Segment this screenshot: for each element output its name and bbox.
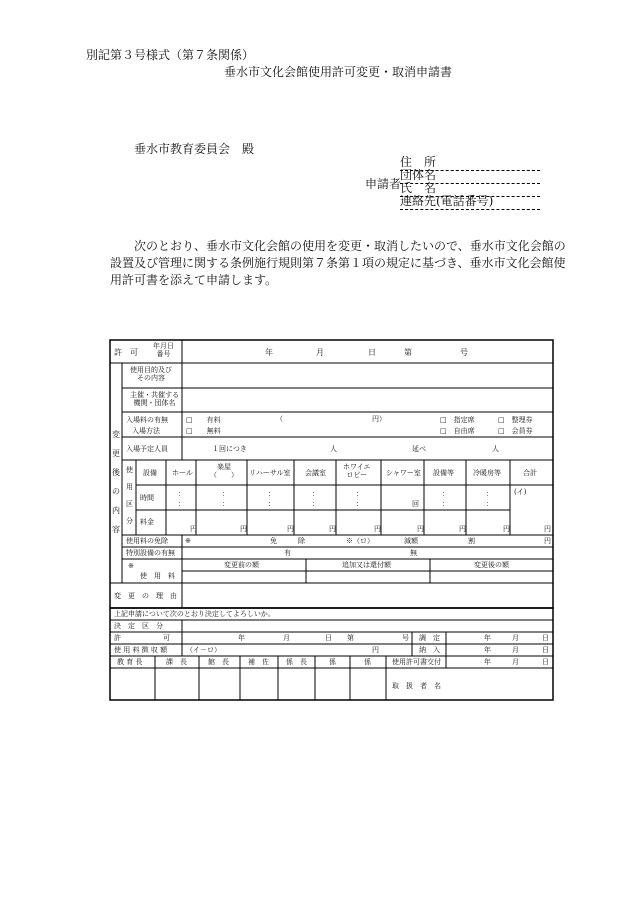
- yen-6: 円: [417, 525, 424, 533]
- col-aircon: 冷暖房等: [473, 469, 501, 477]
- time-label: 時間: [140, 494, 154, 502]
- applicant-label: 申請者: [365, 177, 402, 191]
- form-number: 別記第３号様式（第７条関係）: [86, 48, 255, 62]
- yen-3: 円: [287, 525, 294, 533]
- delivery-month: 月: [512, 658, 519, 666]
- time-colons-7: ： ：: [486, 490, 493, 508]
- special-present: 有: [284, 549, 291, 557]
- facilities-label: 設備: [143, 469, 157, 477]
- reduction-label: 使用料の免除: [126, 537, 168, 545]
- group-label: 団体名: [400, 168, 437, 182]
- purpose-label: 使用目的及び その内容: [130, 366, 172, 383]
- per-time: １回につき: [212, 445, 247, 453]
- time-colons-2: ： ：: [222, 490, 229, 508]
- name-label: 氏 名: [400, 181, 437, 195]
- expected-label: 入場予定人員: [126, 445, 168, 453]
- use-category-vertical: 使 用 区 分: [126, 466, 133, 525]
- permit-gou: 号: [460, 348, 468, 357]
- staff-member-1: 係: [329, 658, 336, 666]
- yen-1: 円: [190, 525, 197, 533]
- handler-label: 取 扱 者 名: [392, 682, 441, 690]
- adjust-day: 日: [542, 634, 549, 642]
- fee-yen-close: 円）: [372, 415, 386, 423]
- admission-labels: 入場料の有無 入場方法: [126, 416, 168, 435]
- time-colons-1: ： ：: [178, 490, 185, 508]
- payment-label: 納 入: [419, 646, 440, 654]
- yen-8: 円: [503, 525, 510, 533]
- fee-receipt: 使 用 料 徴 収 額: [114, 646, 168, 654]
- permit-row-month: 月: [283, 634, 290, 642]
- intro-paragraph: 次のとおり、垂水市文化会館の使用を変更・取消したいので、垂水市文化会館の設置及び管理に関する条例施行規則第７条第１項の規定に基づき、垂水市文化会館使用許可書を添えて申請します。: [110, 239, 566, 287]
- i-mark: (イ): [514, 488, 527, 496]
- seat-options[interactable]: □ 指定席 □ 自由席: [440, 416, 475, 435]
- permit-year: 年: [265, 348, 273, 357]
- yen-9: 円: [544, 525, 551, 533]
- payment-day: 日: [542, 646, 549, 654]
- permit-row-gou: 号: [402, 634, 409, 642]
- staff-superintendent: 教 育 長: [117, 658, 143, 666]
- yen-5: 円: [374, 525, 381, 533]
- staff-section-chief: 課 長: [166, 658, 187, 666]
- staff-director: 館 長: [208, 658, 229, 666]
- adjust-year: 年: [484, 634, 491, 642]
- fee-label: 料金: [140, 518, 154, 526]
- contact-label: 連絡先(電話番号): [400, 194, 494, 208]
- change-content-vertical: 変 更 後 の 内 容: [112, 430, 120, 534]
- yen-4: 円: [329, 525, 336, 533]
- permit-row-label: 許 可: [114, 634, 170, 642]
- fee-yen: 円: [372, 646, 379, 654]
- people-1: 人: [330, 445, 337, 453]
- col-shower: シャワー室: [386, 469, 421, 477]
- permit-row-day: 日: [325, 634, 332, 642]
- staff-member-2: 係: [364, 658, 371, 666]
- form-title: 垂水市文化会館使用許可変更・取消申請書: [224, 65, 453, 79]
- after-amount: 変更後の額: [474, 561, 509, 569]
- time-colons-4: ： ：: [312, 490, 319, 508]
- permit-row-year: 年: [238, 634, 245, 642]
- staff-subsection: 係 長: [286, 658, 307, 666]
- fee-section: ※ 使 用 料: [128, 562, 175, 580]
- approval-note: 上記申請について次のとおり決定してよろしいか。: [114, 610, 275, 618]
- staff-assistant: 補 佐: [248, 658, 269, 666]
- time-colons-3: ： ：: [268, 490, 275, 508]
- permit-dai: 第: [404, 348, 412, 357]
- total-label: 延べ: [412, 445, 426, 453]
- ticket-options[interactable]: □ 整理券 □ 会員券: [498, 416, 533, 435]
- exemption-label: 免 除: [270, 537, 305, 545]
- delivery-day: 日: [542, 658, 549, 666]
- col-equipment: 設備等: [433, 469, 454, 477]
- decision-label: 決 定 区 分: [114, 622, 163, 630]
- col-rehearsal: リハーサル室: [249, 469, 291, 477]
- adjust-label: 調 定: [419, 634, 440, 642]
- permit-label: 許 可: [114, 348, 138, 357]
- before-amount: 変更前の額: [224, 561, 259, 569]
- special-absent: 無: [410, 549, 417, 557]
- col-total: 合計: [523, 469, 537, 477]
- delivery-year: 年: [484, 658, 491, 666]
- addressee: 垂水市教育委員会 殿: [134, 142, 255, 156]
- reduction-ro: ※（ロ）: [346, 537, 374, 545]
- yen-reduction: 円: [544, 537, 551, 545]
- percent-label: 割: [468, 537, 475, 545]
- permit-month: 月: [316, 348, 324, 357]
- col-foyer: ホワイエ ロビー: [343, 463, 371, 480]
- yen-2: 円: [240, 525, 247, 533]
- payment-year: 年: [484, 646, 491, 654]
- time-colons-5: ： ：: [356, 490, 363, 508]
- permit-row-dai: 第: [347, 634, 354, 642]
- special-equipment: 特別設備の有無: [126, 549, 175, 557]
- address-label: 住 所: [400, 155, 437, 169]
- reduction-amount: 減額: [404, 537, 418, 545]
- times-label: 回: [412, 500, 419, 508]
- permit-day: 日: [368, 348, 376, 357]
- col-hall: ホール: [172, 469, 193, 477]
- col-dressing: 楽屋 （ ）: [210, 463, 238, 480]
- people-2: 人: [492, 445, 499, 453]
- time-colons-6: ： ：: [442, 490, 449, 508]
- yen-7: 円: [459, 525, 466, 533]
- fee-options[interactable]: □ 有料 □ 無料: [186, 416, 221, 435]
- organizer-label: 主催・共催する 機関・団体名: [130, 391, 179, 408]
- payment-month: 月: [512, 646, 519, 654]
- additional-amount: 追加又は還付額: [342, 561, 391, 569]
- col-meeting: 会議室: [305, 469, 326, 477]
- fee-i-ro: （イ－ロ）: [186, 646, 221, 654]
- adjust-month: 月: [512, 634, 519, 642]
- reason-label: 変 更 の 理 由: [114, 592, 177, 600]
- fee-paren-open: （: [276, 415, 283, 423]
- permit-date-no: 年月日 番号: [153, 342, 174, 359]
- permit-delivery: 使用許可書交付: [392, 658, 441, 666]
